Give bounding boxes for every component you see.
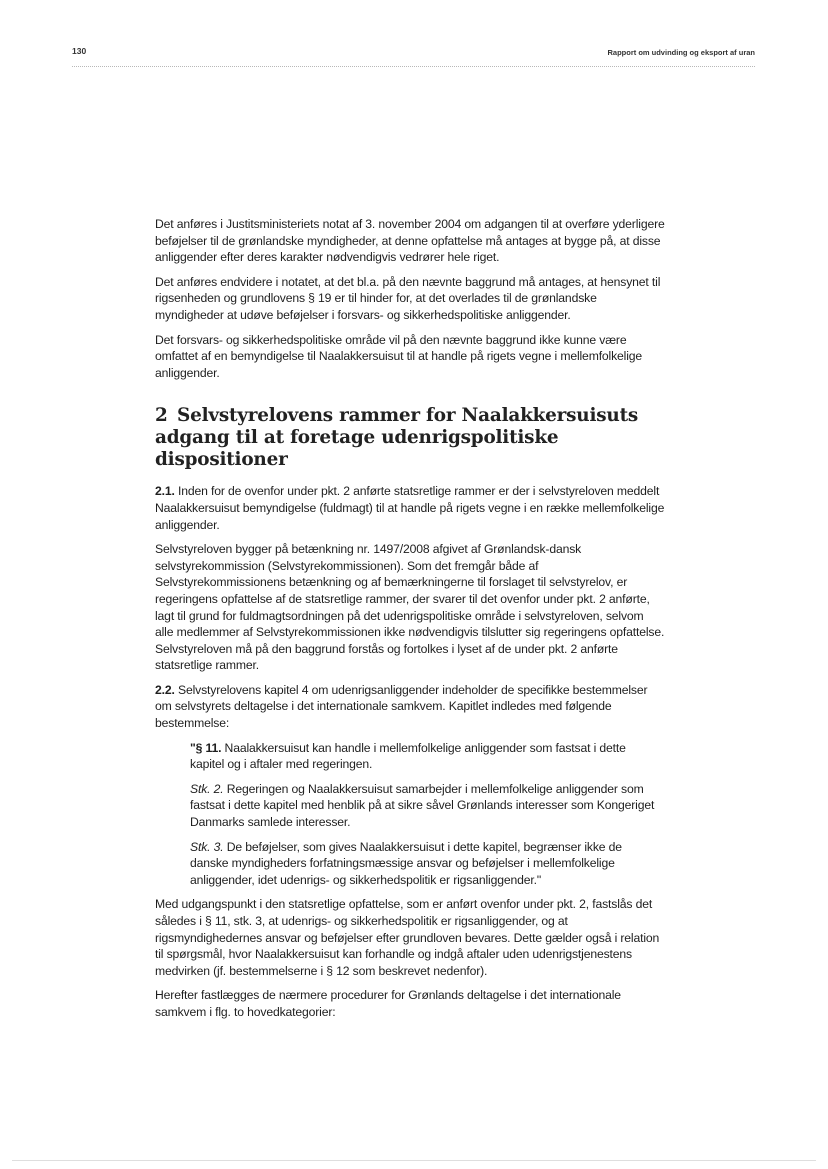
paragraph-selvstyreloven: Selvstyreloven bygger på betænkning nr. 1497/2008 afgivet af Grønlandsk-dansk selvstyrekommission (Selvstyrekommissionen). Som det fremgår både af Selvstyrekommissionens betænkning og af bemærkningerne til forslaget til selvstyrelov, er regeringens opfattelse af de statsretlige rammer, der svarer til det ovenfor under pkt. 2 anførte, lagt til grund for fuldmagtsordningen på det udenrigspolitiske område i selvstyreloven, selvom alle medlemmer af Selvstyrekommissionen ikke nødvendigvis tilslutter sig regeringens opfattelse. Selvstyreloven må på den baggrund forstås og fortolkes i lyset af de under pkt. 2 anførte statsretlige rammer.	[155, 542, 665, 673]
paragraph-2-2-text: Selvstyrelovens kapitel 4 om udenrigsanliggender indeholder de specifikke bestemmelser om selvstyrets deltagelse i det internationale samkvem. Kapitlet indledes med følgende bestemmelse:	[155, 682, 648, 731]
after-paragraph-2: Herefter fastlægges de nærmere procedurer for Grønlands deltagelse i det internationale samkvem i flg. to hovedkategorier:	[155, 988, 621, 1019]
after-paragraph-1: Med udgangspunkt i den statsretlige opfattelse, som er anført ovenfor under pkt. 2, fastslås det således i § 11, stk. 3, at udenrigs- og sikkerhedspolitik er rigsanliggender, og at rigsmyndighedernes ansvar og beføjelser efter grundloven bevares. Dette gælder også i relation til spørgsmål, hvor Naalakkersuisut kan forhandle og indgå aftaler uden udenrigstjenestens medvirken (jf. bestemmelserne i § 12 som beskrevet nedenfor).	[155, 897, 660, 978]
bottom-edge-line	[12, 1160, 816, 1161]
quote-section-11-label: "§ 11.	[190, 740, 222, 755]
quote-stk-3-label: Stk. 3.	[190, 839, 224, 854]
paragraph-2-1	[155, 483, 665, 533]
paragraph-2-1-number: 2.1.	[155, 484, 175, 499]
section-title: Selvstyrelovens rammer for Naalakkersuisuts adgang til at foretage udenrigspolitiske dispositioner	[155, 405, 639, 471]
paragraph-2-1-text: Inden for de ovenfor under pkt. 2 anførte statsretlige rammer er der i selvstyreloven meddelt Naalakkersuisut bemyndigelse (fuldmagt) til at handle på rigets vegne i en række mellemfolkelige anliggender.	[155, 484, 665, 532]
quote-stk-3-text: De beføjelser, som gives Naalakkersuisut i dette kapitel, begrænser ikke de danske myndigheders forfatningsmæssige ansvar og beføjelser i mellemfolkelige anliggender, idet udenrigs- og sikkerhedspolitik er rigsanliggender."	[190, 839, 622, 887]
quote-stk-3	[190, 839, 659, 889]
section-number: 2	[155, 405, 168, 427]
page-number: 130	[72, 46, 87, 56]
quote-stk-2-label: Stk. 2.	[190, 781, 224, 796]
intro-paragraph-2: Det anføres endvidere i notatet, at det bl.a. på den nævnte baggrund må antages, at hensynet til rigsenheden og grundlovens § 19 er til hinder for, at det overlades til de grønlandske myndigheder at udøve beføjelser i forsvars- og sikkerhedspolitiske anliggender.	[155, 274, 661, 322]
section-heading	[155, 405, 665, 471]
quote-stk-2	[190, 781, 659, 831]
law-quote	[190, 740, 659, 889]
quote-stk-2-text: Regeringen og Naalakkersuisut samarbejder i mellemfolkelige anliggender som fastsat i dette kapitel med henblik på at sikre såvel Grønlands interesser som Kongeriget Danmarks samlede interesser.	[190, 781, 655, 830]
running-title: Rapport om udvinding og eksport af uran	[607, 48, 755, 57]
quote-section-11-text: Naalakkersuisut kan handle i mellemfolkelige anliggender som fastsat i dette kapitel og i aftaler med regeringen.	[190, 740, 626, 772]
main-text	[155, 216, 665, 1029]
paragraph-2-2-number: 2.2.	[155, 682, 175, 697]
intro-paragraph-1: Det anføres i Justitsministeriets notat af 3. november 2004 om adgangen til at overføre yderligere beføjelser til de grønlandske myndigheder, at denne opfattelse må antages at bygge på, at disse anliggender efter deres karakter nødvendigvis vedrører hele riget.	[155, 217, 665, 265]
quote-paragraph-11	[190, 740, 659, 773]
paragraph-2-2	[155, 682, 665, 732]
page-header	[72, 44, 755, 67]
intro-paragraph-3: Det forsvars- og sikkerhedspolitiske område vil på den nævnte baggrund ikke kunne være omfattet af en bemyndigelse til Naalakkersuisut til at handle på rigets vegne i mellemfolkelige anliggender.	[155, 332, 643, 380]
